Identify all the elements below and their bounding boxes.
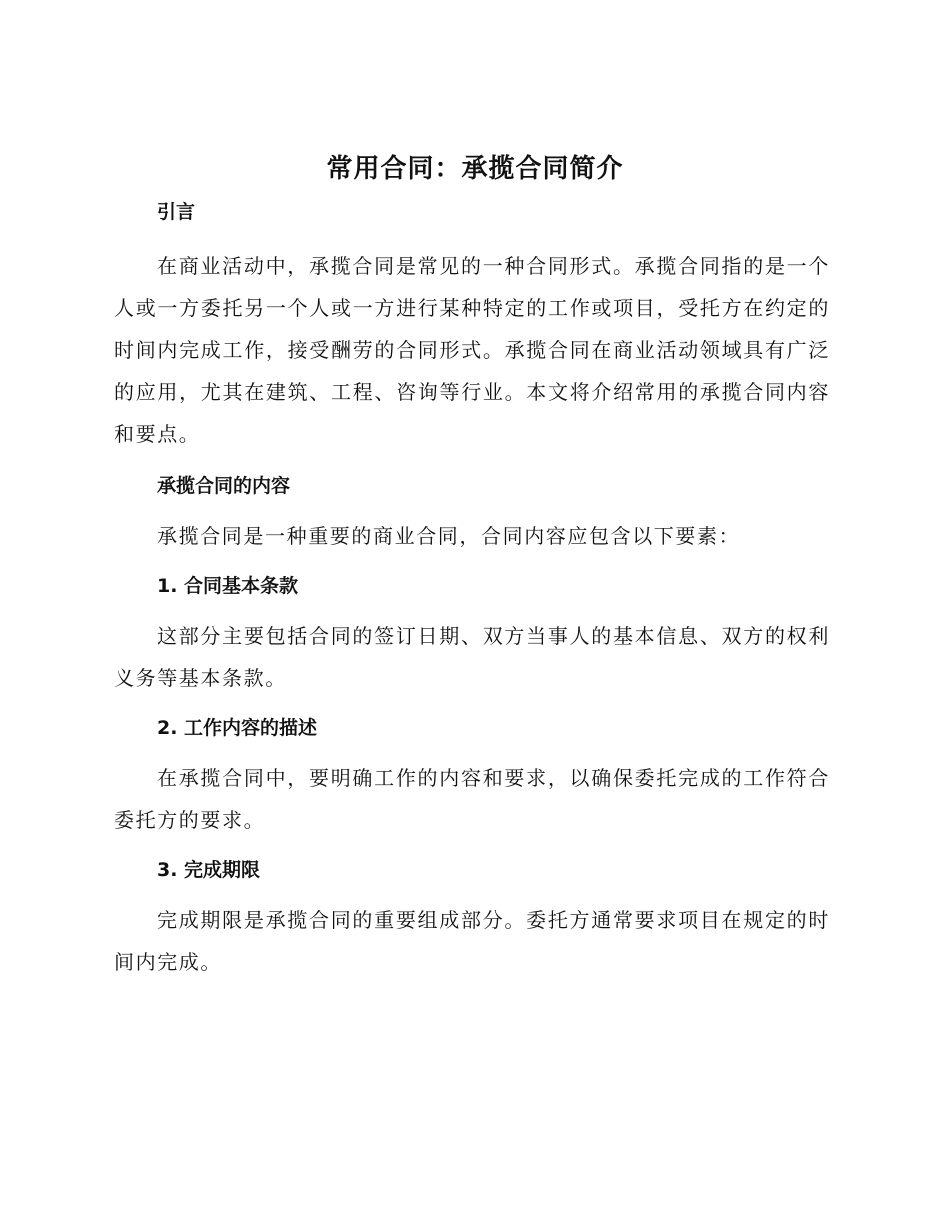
document-title: 常用合同：承揽合同简介 [326, 154, 624, 184]
section-heading-intro: 引言 [157, 201, 196, 223]
section-paragraph-contents: 承揽合同是一种重要的商业合同，合同内容应包含以下要素： [157, 524, 741, 548]
section-heading-item1: 1. 合同基本条款 [157, 575, 299, 597]
section-paragraph-intro: 在商业活动中，承揽合同是常见的一种合同形式。承揽合同指的是一个人或一方委托另一个人或一方进行某种特定的工作或项目，受托方在约定的时间内完成工作，接受酬劳的合同形式。承揽合同在商业活动领域具有广泛的应用，尤其在建筑、工程、咨询等行业。本文将介绍常用的承揽合同内容和要点。 [114, 254, 830, 446]
section-heading-item2: 2. 工作内容的描述 [157, 717, 318, 739]
section-heading-contents: 承揽合同的内容 [157, 475, 291, 497]
section-paragraph-item3: 完成期限是承揽合同的重要组成部分。委托方通常要求项目在规定的时间内完成。 [114, 908, 830, 974]
section-heading-item3: 3. 完成期限 [157, 859, 261, 881]
section-paragraph-item1: 这部分主要包括合同的签订日期、双方当事人的基本信息、双方的权利义务等基本条款。 [114, 624, 830, 690]
document-body [114, 193, 830, 983]
section-paragraph-item2: 在承揽合同中，要明确工作的内容和要求，以确保委托完成的工作符合委托方的要求。 [114, 766, 830, 832]
